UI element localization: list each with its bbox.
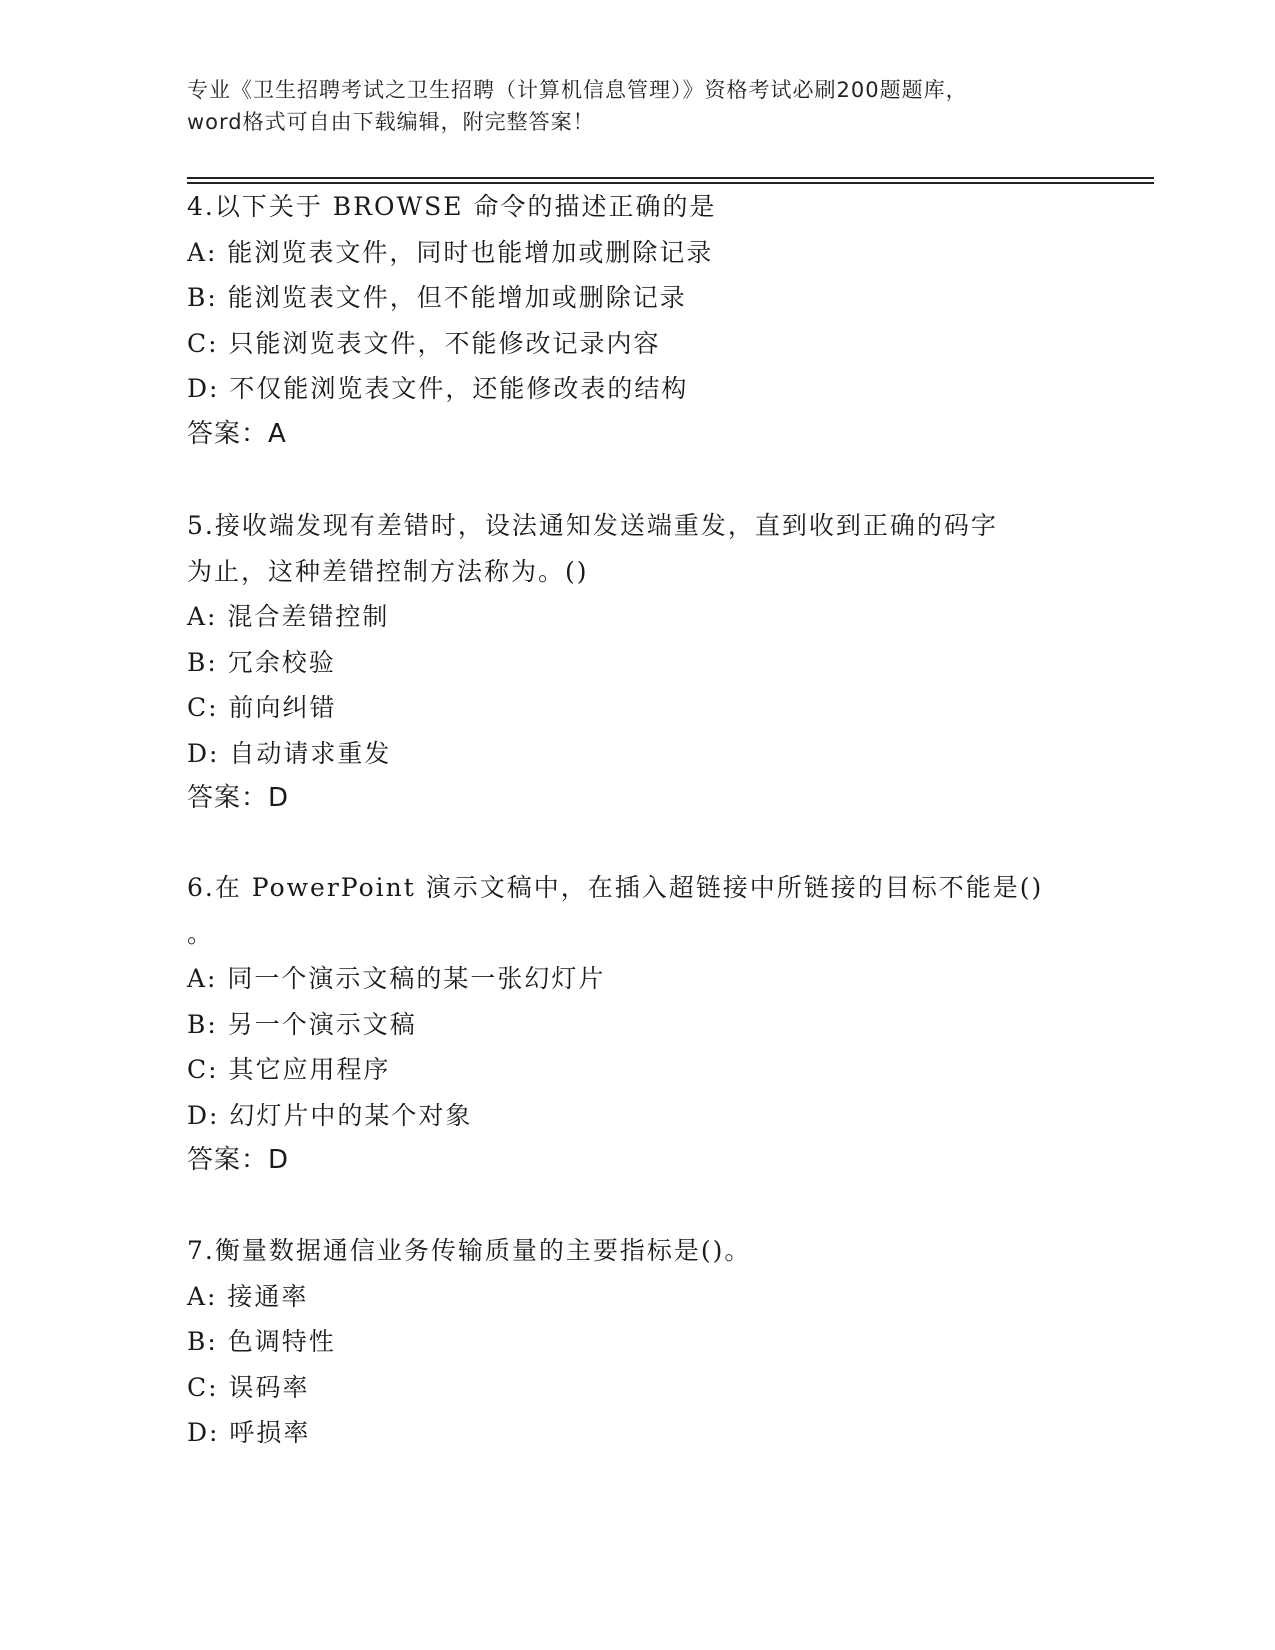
option-a: A: 同一个演示文稿的某一张幻灯片: [187, 964, 606, 993]
question-stem: 7.衡量数据通信业务传输质量的主要指标是()。: [187, 1236, 752, 1265]
option-d: D: 幻灯片中的某个对象: [187, 1100, 473, 1130]
option-b: B: 能浏览表文件，但不能增加或删除记录: [187, 283, 687, 312]
question-5: [187, 503, 1087, 822]
option-c: C: 前向纠错: [187, 693, 337, 722]
question-stem-continued: 为止，这种差错控制方法称为。(): [187, 556, 589, 586]
question-stem: 4.以下关于 BROWSE 命令的描述正确的是: [187, 192, 717, 221]
header-line-2: word格式可自由下载编辑，附完整答案！: [187, 110, 595, 134]
option-d: D: 不仅能浏览表文件，还能修改表的结构: [187, 374, 689, 403]
question-6: [187, 865, 1087, 1184]
question-7: [187, 1228, 1087, 1456]
option-d: D: 自动请求重发: [187, 738, 392, 768]
question-stem-continued: 。: [187, 918, 215, 948]
option-d: D: 呼损率: [187, 1418, 311, 1447]
answer-label: 答案：D: [187, 783, 290, 813]
option-c: C: 只能浏览表文件，不能修改记录内容: [187, 328, 661, 358]
document-header: [187, 74, 1087, 138]
header-line-1: 专业《卫生招聘考试之卫生招聘（计算机信息管理）》资格考试必刷200题题库，: [187, 78, 968, 102]
option-a: A: 能浏览表文件，同时也能增加或删除记录: [187, 237, 714, 267]
option-a: A: 混合差错控制: [187, 602, 390, 631]
option-c: C: 误码率: [187, 1372, 310, 1402]
question-stem: 6.在 PowerPoint 演示文稿中，在插入超链接中所链接的目标不能是(): [187, 873, 1044, 902]
header-divider-top: [187, 177, 1154, 179]
answer-label: 答案：D: [187, 1145, 290, 1175]
option-b: B: 色调特性: [187, 1327, 336, 1356]
answer-label: 答案：A: [187, 418, 287, 449]
option-b: B: 冗余校验: [187, 647, 336, 677]
option-b: B: 另一个演示文稿: [187, 1009, 417, 1039]
option-c: C: 其它应用程序: [187, 1055, 391, 1084]
option-a: A: 接通率: [187, 1281, 309, 1311]
question-stem: 5.接收端发现有差错时，设法通知发送端重发，直到收到正确的码字: [187, 511, 998, 540]
question-4: [187, 184, 1087, 457]
